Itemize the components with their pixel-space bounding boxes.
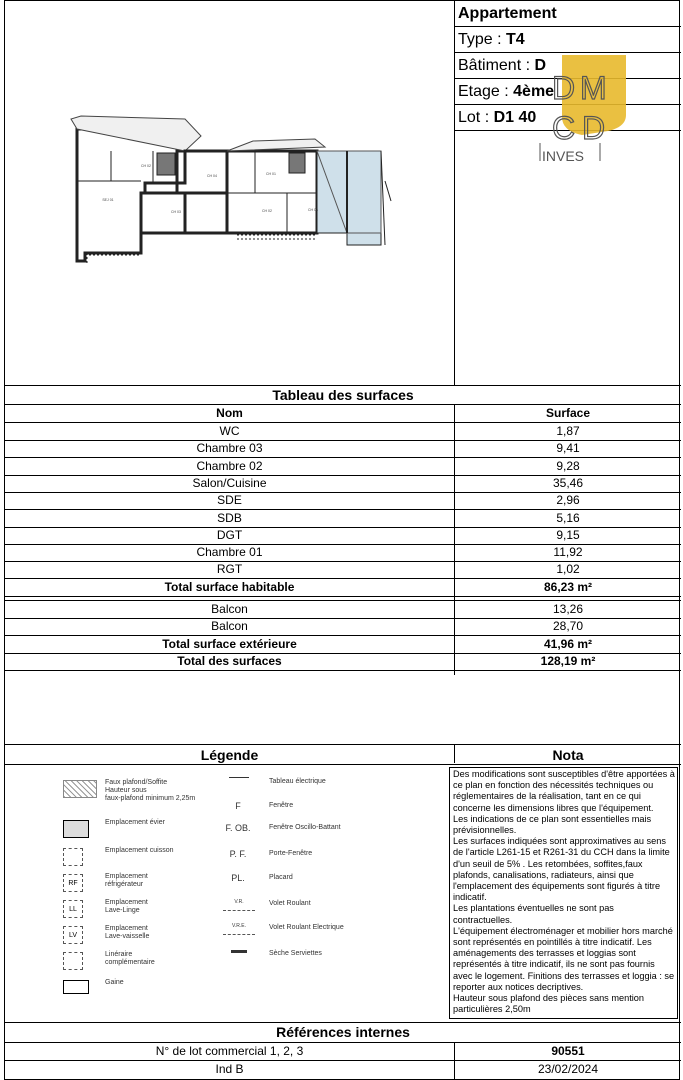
legend-symbol: P. F.	[229, 849, 247, 859]
row-name: Total surface habitable	[164, 579, 295, 594]
legend-symbol: V.R.E.	[223, 923, 255, 935]
exterior-row	[5, 601, 681, 618]
row-value: 5,16	[556, 510, 580, 525]
legend-label: Emplacement évier	[105, 819, 165, 826]
row-value: 9,28	[556, 458, 580, 473]
nota-paragraph: L'équipement électroménager et mobilier hors marché sont représentés en pointillés à titre indicatif. Les aménagements des terrasses et loggias sont représentés à titre indicatif, ils ne sont pas fournis avec le logement. Finitions des terrasses et loggia : se reporter aux notices decriptives.	[453, 925, 675, 992]
legend-label: Fenêtre	[269, 802, 294, 809]
row-name: Salon/Cuisine	[192, 475, 267, 490]
nota-text	[453, 769, 675, 1015]
svg-text:M: M	[580, 70, 607, 106]
svg-text:D: D	[582, 110, 606, 146]
row-value: 86,23 m²	[543, 579, 593, 594]
legend-label: Sèche Serviettes	[269, 950, 322, 957]
references-ind-row: Ind B 23/02/2024	[215, 1062, 599, 1076]
legende-title: Légende	[200, 747, 259, 763]
total-exterior-row	[5, 636, 681, 653]
floor-plan-area	[5, 1, 455, 385]
surface-row	[5, 527, 681, 544]
info-type: Type : T4	[455, 27, 681, 53]
row-value: 9,41	[556, 441, 580, 456]
svg-text:SEJ 01: SEJ 01	[102, 198, 114, 202]
row-value: 11,92	[553, 545, 583, 560]
surfaces-title: Tableau des surfaces	[272, 387, 414, 403]
svg-text:CH 04: CH 04	[207, 174, 217, 178]
legend-label: Gaine	[105, 979, 124, 986]
nota-paragraph: Les plantations éventuelles ne sont pas contractuelles.	[453, 903, 614, 925]
row-name: Balcon	[211, 619, 248, 634]
row-value: 41,96 m²	[543, 636, 593, 651]
row-value: 1,87	[556, 424, 580, 438]
cooktop-icon	[63, 848, 83, 866]
floor-plan-drawing	[5, 1, 455, 385]
legend-label: Emplacement réfrigérateur	[105, 873, 148, 888]
references-lot-row: N° de lot commercial 1, 2, 3 90551	[155, 1044, 585, 1058]
row-name: SDE	[217, 493, 242, 508]
surface-row	[5, 423, 681, 440]
surfaces-header: Nom Surface	[216, 406, 591, 420]
svg-text:C: C	[552, 110, 576, 146]
nota-title: Nota	[552, 747, 584, 763]
total-surfaces-row	[5, 653, 681, 670]
surface-row	[5, 510, 681, 527]
legend-label: Placard	[269, 874, 293, 881]
surface-row	[5, 544, 681, 561]
row-value: 2,96	[556, 493, 580, 508]
legend-symbol: F	[235, 801, 241, 811]
legend-label: Emplacement cuisson	[105, 847, 174, 854]
row-value: 128,19 m²	[540, 653, 596, 668]
row-name: WC	[219, 424, 240, 438]
svg-text:CH 02: CH 02	[262, 209, 272, 213]
row-value: 13,26	[552, 602, 584, 616]
info-etage: Etage : 4ème	[455, 79, 681, 105]
duct-icon	[63, 980, 89, 994]
info-batiment: Bâtiment : D	[455, 53, 681, 79]
row-value: 35,46	[552, 475, 584, 490]
surface-row	[5, 475, 681, 492]
references-title: Références internes	[276, 1024, 410, 1040]
company-logo	[536, 55, 630, 165]
washer-icon: LL	[63, 900, 83, 918]
svg-text:CH 03: CH 03	[308, 208, 318, 212]
row-name: Chambre 01	[196, 545, 263, 560]
nota-paragraph: Les indications de ce plan sont essentielles mais prévisionnelles.	[453, 813, 652, 836]
svg-text:D: D	[552, 70, 576, 106]
svg-text:CH 01: CH 01	[266, 172, 276, 176]
legend-label: Volet Roulant Electrique	[269, 924, 344, 931]
electric-panel-icon	[229, 777, 249, 783]
hatch-icon	[63, 780, 97, 798]
row-value: 9,15	[556, 527, 580, 542]
legend-label: Faux plafond/Soffite Hauteur sous faux-plafond minimum 2,25m	[105, 779, 196, 802]
surface-row	[5, 561, 681, 578]
row-value: 1,02	[556, 562, 580, 577]
row-name: Chambre 02	[196, 458, 263, 473]
legend-symbol: F. OB.	[225, 823, 251, 833]
row-name: SDB	[217, 510, 242, 525]
dishwasher-icon: LV	[63, 926, 83, 944]
fridge-icon: RF	[63, 874, 83, 892]
sink-icon	[63, 820, 89, 838]
row-name: Total surface extérieure	[162, 636, 297, 651]
legend-label: Volet Roulant	[269, 900, 311, 907]
surface-row	[5, 492, 681, 509]
legend-label: Emplacement Lave-vaisselle	[105, 925, 150, 940]
legend-symbol: PL.	[231, 873, 245, 883]
legend-symbol: V.R.	[223, 899, 255, 911]
info-title: Appartement	[455, 1, 681, 27]
svg-text:CH 02: CH 02	[141, 164, 151, 168]
info-lot: Lot : D1 40	[455, 105, 681, 131]
row-name: Total des surfaces	[177, 653, 282, 668]
row-name: Chambre 03	[196, 441, 263, 456]
legend-label: Tableau électrique	[269, 778, 326, 785]
exterior-row	[5, 618, 681, 635]
legend-label: Linéraire complémentaire	[105, 951, 155, 966]
legend-label: Fenêtre Oscillo-Battant	[269, 824, 341, 831]
total-habitable-row	[5, 579, 681, 596]
document-frame	[4, 0, 680, 1080]
svg-text:INVES: INVES	[542, 148, 585, 164]
nota-paragraph: Les surfaces indiquées sont approximatives au sens de l'article L261-15 et R261-31 du CCH dans la limite d'un seuil de 5% . Les retombées, soffites,faux plafonds, canalisations, radiateurs, ainsi que l'emplacement des équipements sont figurés à titre indicatif.	[453, 836, 670, 903]
row-value: 28,70	[552, 619, 584, 634]
row-name: DGT	[216, 527, 243, 542]
surface-row	[5, 440, 681, 457]
legend-label: Porte-Fenêtre	[269, 850, 313, 857]
towel-dryer-icon	[231, 949, 247, 953]
row-name: Balcon	[211, 602, 248, 616]
nota-paragraph: Des modifications sont susceptibles d'être apportées à ce plan en fonction des nécessités techniques ou réglementaires de la réalisation, tant en ce qui concerne les dimensions libres que l'équipement.	[453, 769, 675, 813]
svg-text:CH 03: CH 03	[171, 210, 181, 214]
legend-label: Emplacement Lave-Linge	[105, 899, 148, 914]
row-name: RGT	[216, 562, 243, 577]
extra-linear-icon	[63, 952, 83, 970]
nota-paragraph: Hauteur sous plafond des pièces sans mention particulières 2,50m	[453, 993, 645, 1015]
surface-row	[5, 458, 681, 475]
